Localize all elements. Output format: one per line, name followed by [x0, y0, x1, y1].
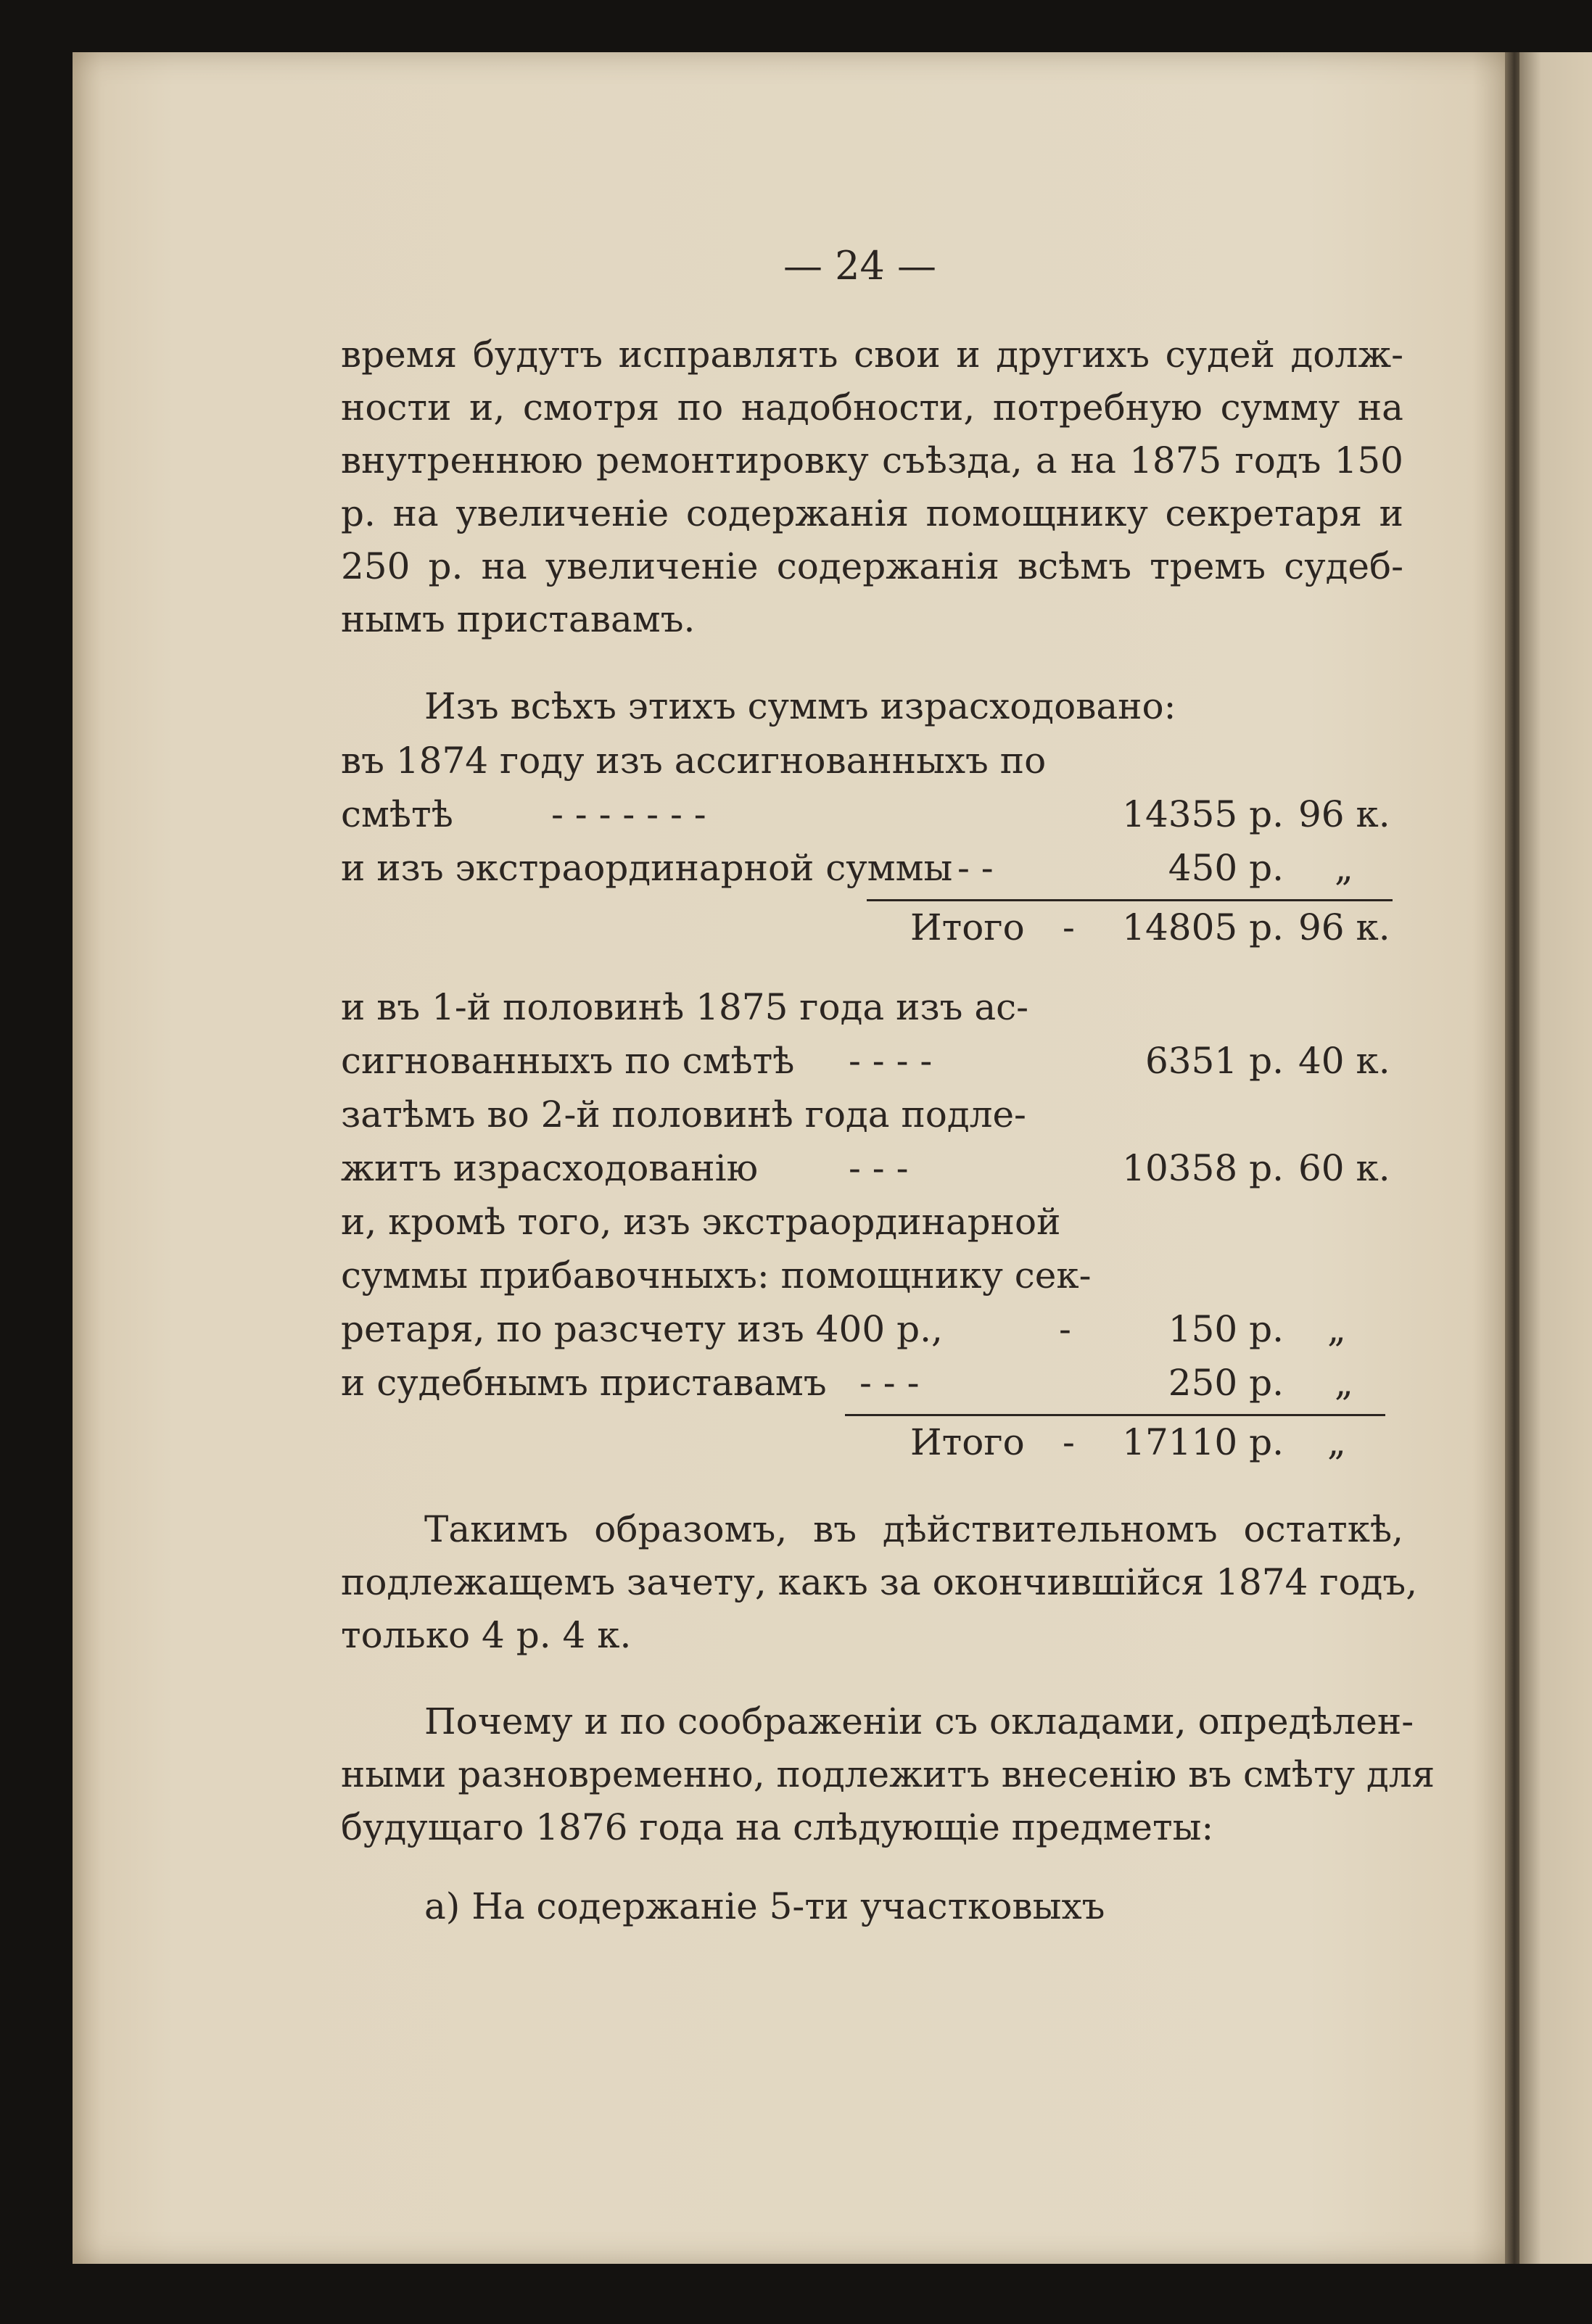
section-2-row-8-text: и судебнымъ приставамъ	[341, 1362, 827, 1404]
section-2-row-7-text: ретаря, по разсчету изъ 400 р.,	[341, 1308, 943, 1350]
section-1-total-kop: 96 к.	[1298, 906, 1390, 948]
section-2-row-1-text: и въ 1-й половинѣ 1875 года изъ ас-	[341, 986, 1029, 1028]
section-1-total-rule	[867, 899, 1393, 901]
paragraph-4-line-3: будущаго 1876 года на слѣдующіе предметы:	[341, 1806, 1214, 1848]
paragraph-3-line-3: только 4 р. 4 к.	[341, 1614, 632, 1656]
section-1-total-amount: 14805 р.	[1122, 906, 1284, 948]
adjacent-page-edge	[1519, 52, 1592, 2264]
section-2-total-kop: „	[1327, 1421, 1346, 1463]
paragraph-1-line-6: нымъ приставамъ.	[341, 598, 696, 640]
paragraph-1-line-5: 250 р. на увеличеніе содержанія всѣмъ тремъ судеб-	[341, 545, 1403, 587]
section-2-row-4-text: житъ израсходованію	[341, 1147, 759, 1189]
section-1-row-1-text: въ 1874 году изъ ассигнованныхъ по	[341, 740, 1047, 782]
section-1-total-dash: -	[1063, 906, 1075, 948]
paragraph-1-line-2: ности и, смотря по надобности, потребную сумму на	[341, 386, 1403, 429]
section-1-total-label: Итого	[910, 906, 1025, 948]
paragraph-4-line-1: Почему и по соображеніи съ окладами, опредѣлен-	[424, 1700, 1414, 1742]
section-2-row-7-amount: 150 р.	[1168, 1308, 1284, 1350]
page-number: — 24 —	[783, 243, 937, 289]
section-2-row-7-dashes: -	[1059, 1308, 1071, 1350]
section-2-total-amount: 17110 р.	[1122, 1421, 1284, 1463]
section-2-row-8-amount: 250 р.	[1168, 1362, 1284, 1404]
section-2-total-rule	[845, 1414, 1385, 1416]
section-2-row-3-text: затѣмъ во 2-й половинѣ года подле-	[341, 1093, 1026, 1136]
section-2-row-4-dashes: - - -	[849, 1147, 909, 1189]
section-1-row-2-text: смѣтѣ	[341, 793, 453, 835]
section-1-row-3-amount: 450 р.	[1168, 847, 1284, 889]
section-2-row-5-text: и, кромѣ того, изъ экстраординарной	[341, 1201, 1061, 1243]
section-2-row-4-kop: 60 к.	[1298, 1147, 1390, 1189]
section-2-row-6-text: суммы прибавочныхъ: помощнику сек-	[341, 1254, 1092, 1297]
section-1-row-3-text: и изъ экстраординарной суммы	[341, 847, 953, 889]
paragraph-1-line-1: время будутъ исправлять свои и другихъ судей долж-	[341, 334, 1403, 376]
section-1-row-2-dashes: - - - - - - -	[551, 793, 706, 835]
section-1-row-3-dashes: - -	[957, 847, 994, 889]
paragraph-1-line-4: р. на увеличеніе содержанія помощнику секретаря и	[341, 492, 1403, 534]
expenses-intro: Изъ всѣхъ этихъ суммъ израсходовано:	[424, 685, 1176, 727]
section-2-row-2-dashes: - - - -	[849, 1040, 933, 1082]
item-a: а) На содержаніе 5-ти участковыхъ	[424, 1885, 1105, 1927]
paragraph-1-line-3: внутреннюю ремонтировку съѣзда, а на 1875 годъ 150	[341, 439, 1403, 481]
section-2-row-4-amount: 10358 р.	[1122, 1147, 1284, 1189]
section-2-row-8-kop: „	[1335, 1362, 1353, 1404]
section-2-row-2-amount: 6351 р.	[1144, 1040, 1284, 1082]
paragraph-3-line-1: Такимъ образомъ, въ дѣйствительномъ остаткѣ,	[424, 1508, 1403, 1550]
section-2-row-2-text: сигнованныхъ по смѣтѣ	[341, 1040, 795, 1082]
section-2-row-7-kop: „	[1327, 1308, 1346, 1350]
section-2-row-8-dashes: - - -	[859, 1362, 920, 1404]
paragraph-3-line-2: подлежащемъ зачету, какъ за окончившійся 1874 годъ,	[341, 1561, 1418, 1603]
paragraph-4-line-2: ными разновременно, подлежитъ внесенію въ смѣту для	[341, 1753, 1435, 1795]
section-2-row-2-kop: 40 к.	[1298, 1040, 1390, 1082]
section-2-total-label: Итого	[910, 1421, 1025, 1463]
section-2-total-dash: -	[1063, 1421, 1075, 1463]
section-1-row-2-amount: 14355 р.	[1122, 793, 1284, 835]
section-1-row-2-kop: 96 к.	[1298, 793, 1390, 835]
section-1-row-3-kop: „	[1335, 847, 1353, 889]
